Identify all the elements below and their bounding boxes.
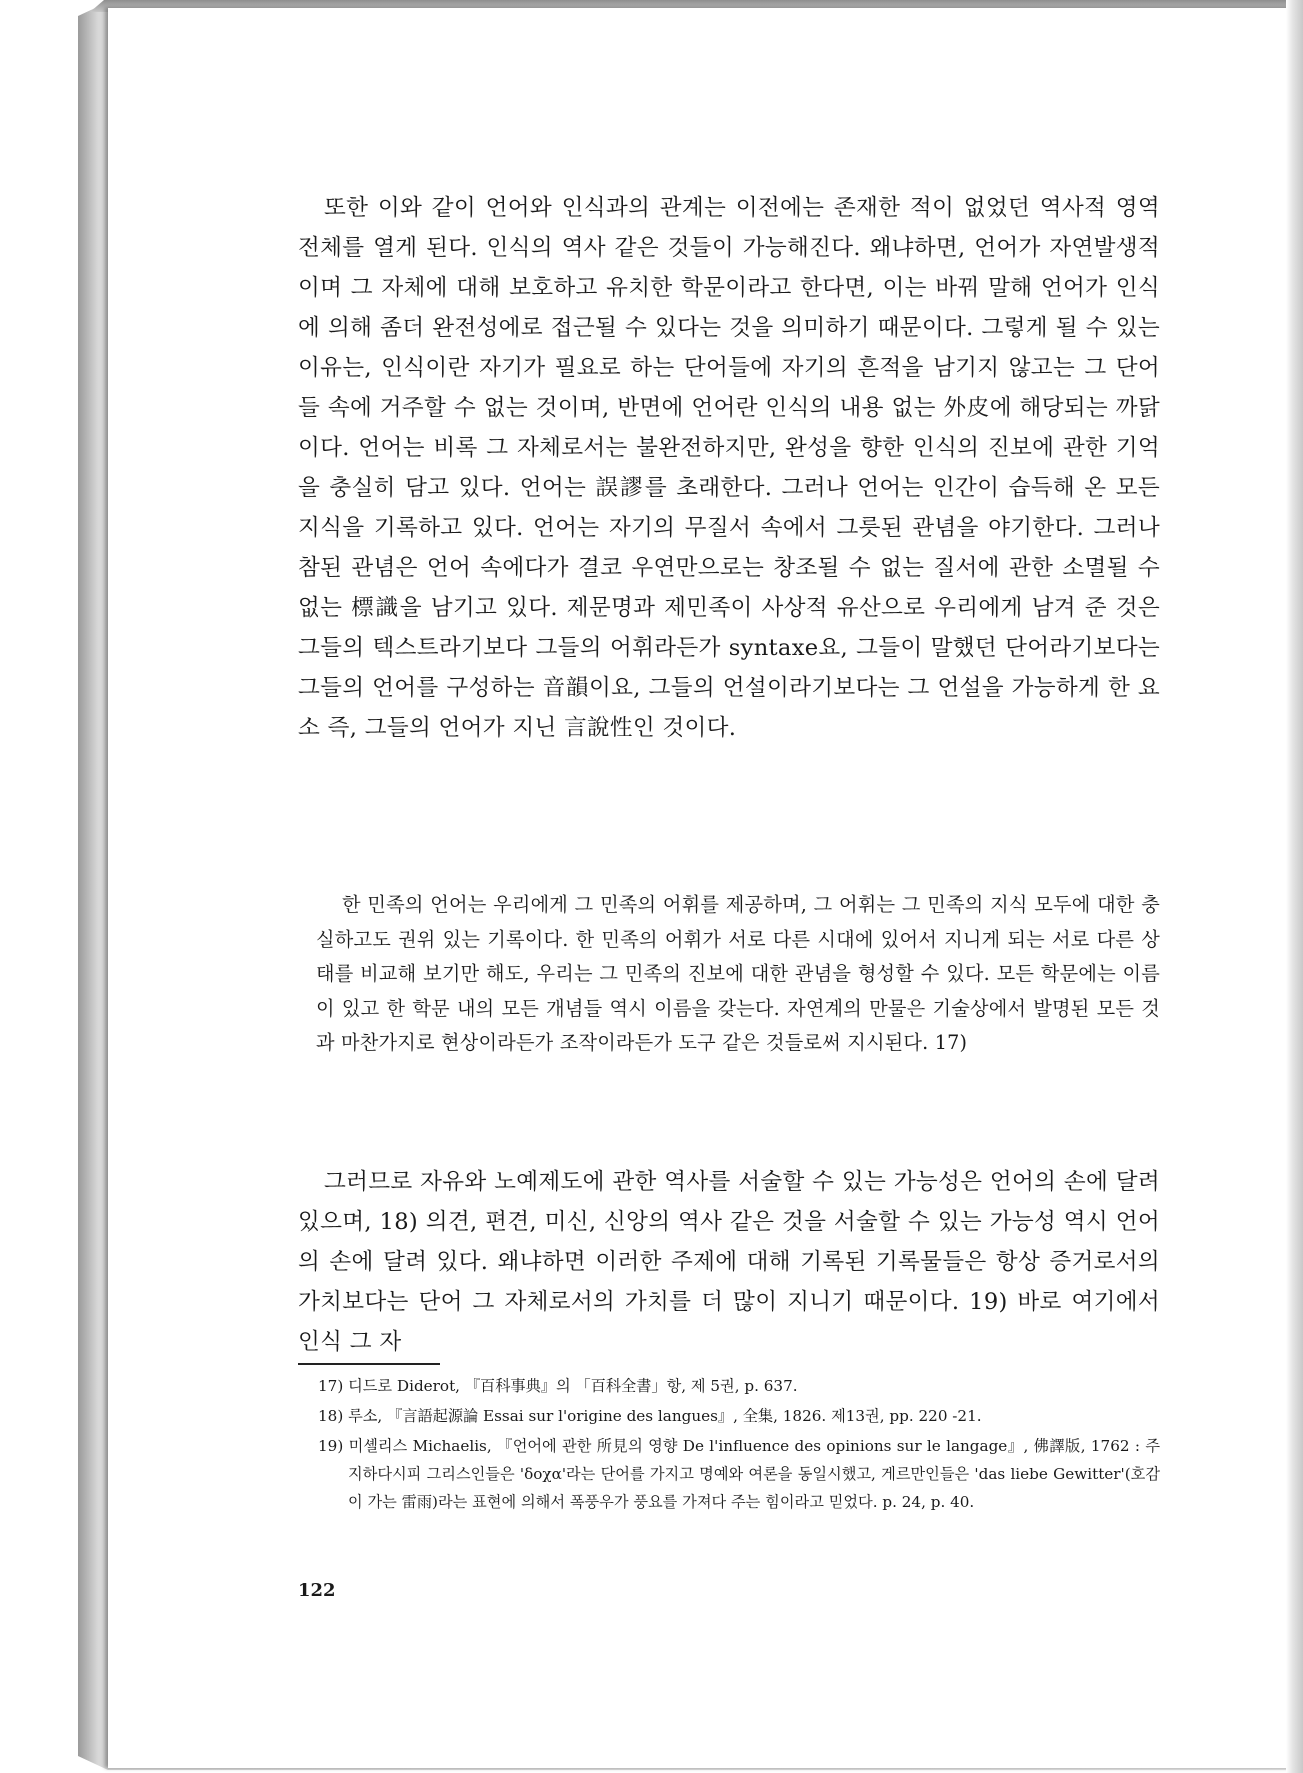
paragraph-text-2: 그러므로 자유와 노예제도에 관한 역사를 서술할 수 있는 가능성은 언어의 손에 달려 있으며, 18) 의견, 편견, 미신, 신앙의 역사 같은 것을 서술할 수 있는 가능성 역시 언어의 손에 달려 있다. 왜냐하면 이러한 주제에 대해 기록된 기록물들은 항상 증거로서의 가치보다는 단어 그 자체로서의 가치를 더 많이 지니기 때문이다. 19) 바로 여기에서 인식 그 자 [298,1169,1160,1355]
footnote-19: 19) 미셸리스 Michaelis, 『언어에 관한 所見의 영향 De l'influence des opinions sur le langage』, 佛譯版, 1762 : 주지하다시피 그리스인들은 'δοχα'라는 단어를 가지고 명예와 여론을 동일시했고, 게르만인들은 'das liebe Gewitter'(호감이 가는 雷雨)라는 표현에 의해서 폭풍우가 풍요를 가져다 주는 힘이라고 믿었다. p. 24, p. 40. [318,1437,1160,1511]
main-paragraph-1 [298,188,1160,748]
footnote-18: 18) 루소, 『言語起源論 Essai sur l'origine des langues』, 全集, 1826. 제13권, pp. 220 -21. [318,1407,982,1425]
main-paragraph-2 [298,1162,1160,1362]
footnote-17: 17) 디드로 Diderot, 『百科事典』의 「百科全書」항, 제 5권, p. 637. [318,1377,798,1395]
quote-text: 한 민족의 언어는 우리에게 그 민족의 어휘를 제공하며, 그 어휘는 그 민족의 지식 모두에 대한 충실하고도 권위 있는 기록이다. 한 민족의 어휘가 서로 다른 시대에 있어서 지니게 되는 서로 다른 상태를 비교해 보기만 해도, 우리는 그 민족의 진보에 대한 관념을 형성할 수 있다. 모든 학문에는 이름이 있고 한 학문 내의 모든 개념들 역시 이름을 갖는다. 자연계의 만물은 기술상에서 발명된 모든 것과 마찬가지로 현상이라든가 조작이라든가 도구 같은 것들로써 지시된다. 17) [316,893,1160,1054]
footnote-divider [298,1363,440,1365]
paragraph-text-1: 또한 이와 같이 언어와 인식과의 관계는 이전에는 존재한 적이 없었던 역사적 영역 전체를 열게 된다. 인식의 역사 같은 것들이 가능해진다. 왜냐하면, 언어가 자연발생적이며 그 자체에 대해 보호하고 유치한 학문이라고 한다면, 이는 바꿔 말해 언어가 인식에 의해 좀더 완전성에로 접근될 수 있다는 것을 의미하기 때문이다. 그렇게 될 수 있는 이유는, 인식이란 자기가 필요로 하는 단어들에 자기의 흔적을 남기지 않고는 그 단어들 속에 거주할 수 없는 것이며, 반면에 언어란 인식의 내용 없는 外皮에 해당되는 까닭이다. 언어는 비록 그 자체로서는 불완전하지만, 완성을 향한 인식의 진보에 관한 기억을 충실히 담고 있다. 언어는 誤謬를 초래한다. 그러나 언어는 인간이 습득해 온 모든 지식을 기록하고 있다. 언어는 자기의 무질서 속에서 그릇된 관념을 야기한다. 그러나 참된 관념은 언어 속에다가 결코 우연만으로는 창조될 수 없는 질서에 관한 소멸될 수 없는 標識을 남기고 있다. 제문명과 제민족이 사상적 유산으로 우리에게 남겨 준 것은 그들의 텍스트라기보다 그들의 어휘라든가 syntaxe요, 그들이 말했던 단어라기보다는 그들의 언어를 구성하는 音韻이요, 그들의 언설이라기보다는 그 언설을 가능하게 한 요소 즉, 그들의 언어가 지닌 言說性인 것이다. [298,195,1160,741]
footnotes [318,1372,1160,1518]
page-right-edge [1286,0,1303,1773]
block-quote [316,888,1160,1061]
page-number: 122 [298,1580,336,1601]
